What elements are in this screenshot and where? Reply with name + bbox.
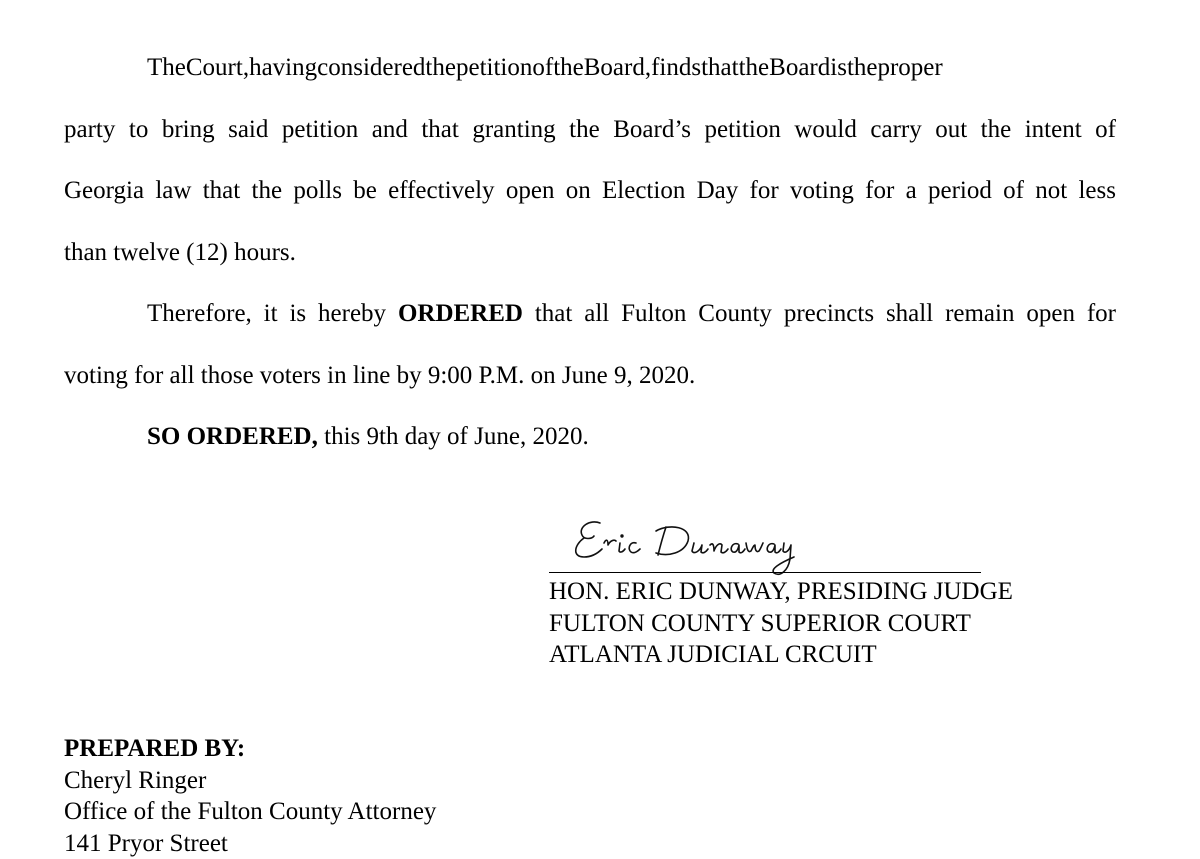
judge-name: HON. ERIC DUNWAY, PRESIDING JUDGE [549, 576, 1013, 608]
so-ordered-date: this 9th day of June, 2020. [318, 423, 589, 450]
findings-line-3: Georgia law that the polls be effectively open on Election Day for voting for a period of not less [64, 160, 1116, 222]
preparer-address: 141 Pryor Street [64, 828, 436, 859]
signature-line [549, 572, 981, 573]
order-line-1 [64, 283, 1116, 345]
findings-line-1: TheCourt,havingconsideredthepetitionoftheBoard,findsthattheBoardistheproper [64, 37, 1116, 99]
ordered-keyword: ORDERED [398, 300, 523, 327]
preparer-office: Office of the Fulton County Attorney [64, 796, 436, 828]
findings-line-4: than twelve (12) hours. [64, 222, 1116, 284]
judge-signature [570, 505, 830, 585]
findings-line-2: party to bring said petition and that granting the Board’s petition would carry out the intent of [64, 99, 1116, 161]
so-ordered-line [147, 406, 589, 468]
judge-block [549, 576, 1013, 671]
circuit-name: ATLANTA JUDICIAL CRCUIT [549, 639, 1013, 671]
order-line-2: voting for all those voters in line by 9:00 P.M. on June 9, 2020. [64, 345, 1116, 407]
prepared-by-heading: PREPARED BY: [64, 735, 245, 762]
so-ordered-keyword: SO ORDERED, [147, 423, 318, 450]
preparer-name: Cheryl Ringer [64, 765, 436, 797]
prepared-by-block [64, 733, 436, 859]
findings-paragraph [64, 37, 1116, 283]
order-line-1-suffix: that all Fulton County precincts shall remain open for [523, 300, 1116, 327]
court-name: FULTON COUNTY SUPERIOR COURT [549, 608, 1013, 640]
order-line-1-prefix: Therefore, it is hereby [147, 300, 398, 327]
order-paragraph [64, 283, 1116, 406]
